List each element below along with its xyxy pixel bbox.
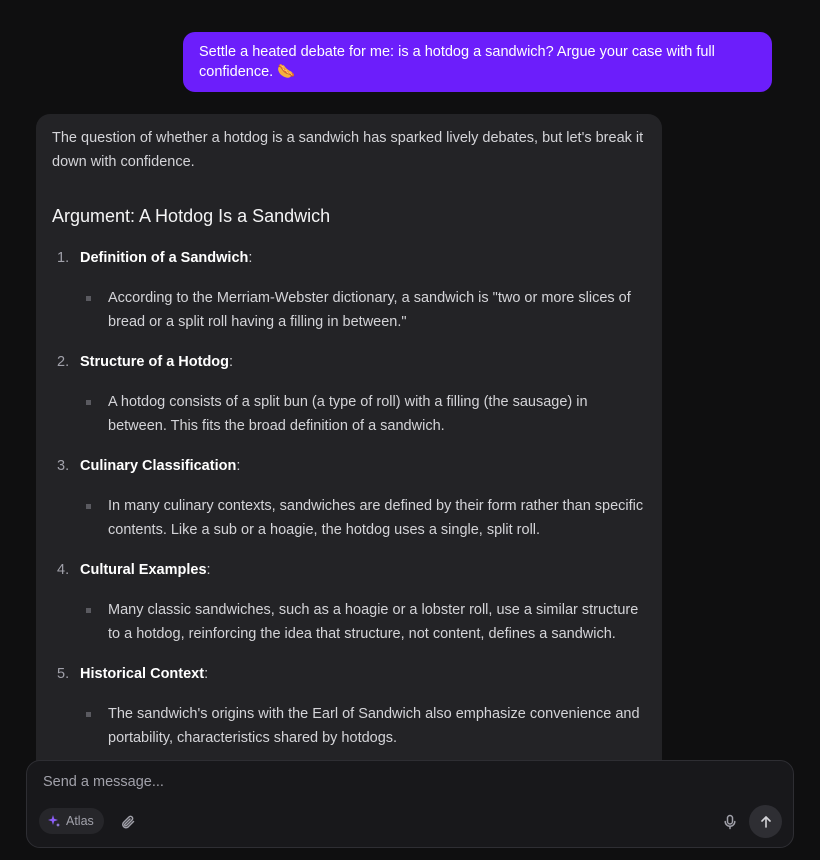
message-input[interactable] [43,774,643,790]
point-title: Cultural Examples [80,562,207,578]
point-colon: : [204,666,209,682]
message-composer [26,760,794,848]
bullet-marker [86,400,91,405]
argument-point [52,454,646,542]
user-message-bubble [183,32,772,92]
point-detail [80,390,646,438]
bullet-marker [86,504,91,509]
point-detail [80,286,646,334]
point-number: 3. [57,458,70,474]
user-message-text: Settle a heated debate for me: is a hotdog a sandwich? Argue your case with full confidence. 🌭 [199,44,715,80]
argument-list [52,246,646,750]
microphone-icon [722,814,738,830]
bullet-marker [86,296,91,301]
argument-point [52,662,646,750]
argument-heading: Argument: A Hotdog Is a Sandwich [52,206,331,226]
sparkle-icon [47,814,61,828]
point-colon: : [248,250,253,266]
arrow-up-icon [759,815,773,829]
point-detail-text: According to the Merriam-Webster dictionary, a sandwich is "two or more slices of bread or a split roll having a filling in between." [108,290,631,330]
point-detail-text: Many classic sandwiches, such as a hoagie or a lobster roll, use a similar structure to a hotdog, reinforcing the idea that structure, not content, defines a sandwich. [108,602,639,642]
point-detail [80,702,646,750]
assistant-intro: The question of whether a hotdog is a sandwich has sparked lively debates, but let's break it down with confidence. [52,130,644,170]
point-colon: : [229,354,234,370]
paperclip-icon [120,814,136,830]
point-detail-list [80,286,646,334]
model-selector-button[interactable] [39,808,104,834]
microphone-button[interactable] [719,811,741,833]
point-title: Culinary Classification [80,458,237,474]
point-detail [80,494,646,542]
point-colon: : [206,562,211,578]
point-number: 5. [57,666,70,682]
bullet-marker [86,608,91,613]
point-colon: : [236,458,241,474]
send-button[interactable] [749,805,782,838]
bullet-marker [86,712,91,717]
point-detail-text: In many culinary contexts, sandwiches are defined by their form rather than specific contents. Like a sub or a hoagie, the hotdog uses a single, split roll. [108,498,644,538]
argument-point [52,350,646,438]
attach-button[interactable] [117,811,139,833]
argument-point [52,246,646,334]
model-selector-label: Atlas [66,814,94,828]
point-title: Definition of a Sandwich [80,250,249,266]
point-detail [80,598,646,646]
point-detail-list [80,702,646,750]
argument-point [52,558,646,646]
point-title: Historical Context [80,666,205,682]
point-number: 2. [57,354,70,370]
point-detail-text: The sandwich's origins with the Earl of Sandwich also emphasize convenience and portability, characteristics shared by hotdogs. [108,706,640,746]
point-detail-list [80,494,646,542]
assistant-message-bubble [36,114,662,774]
point-number: 4. [57,562,70,578]
point-detail-list [80,390,646,438]
point-number: 1. [57,250,70,266]
point-detail-text: A hotdog consists of a split bun (a type of roll) with a filling (the sausage) in between. This fits the broad definition of a sandwich. [108,394,588,434]
point-detail-list [80,598,646,646]
point-title: Structure of a Hotdog [80,354,230,370]
